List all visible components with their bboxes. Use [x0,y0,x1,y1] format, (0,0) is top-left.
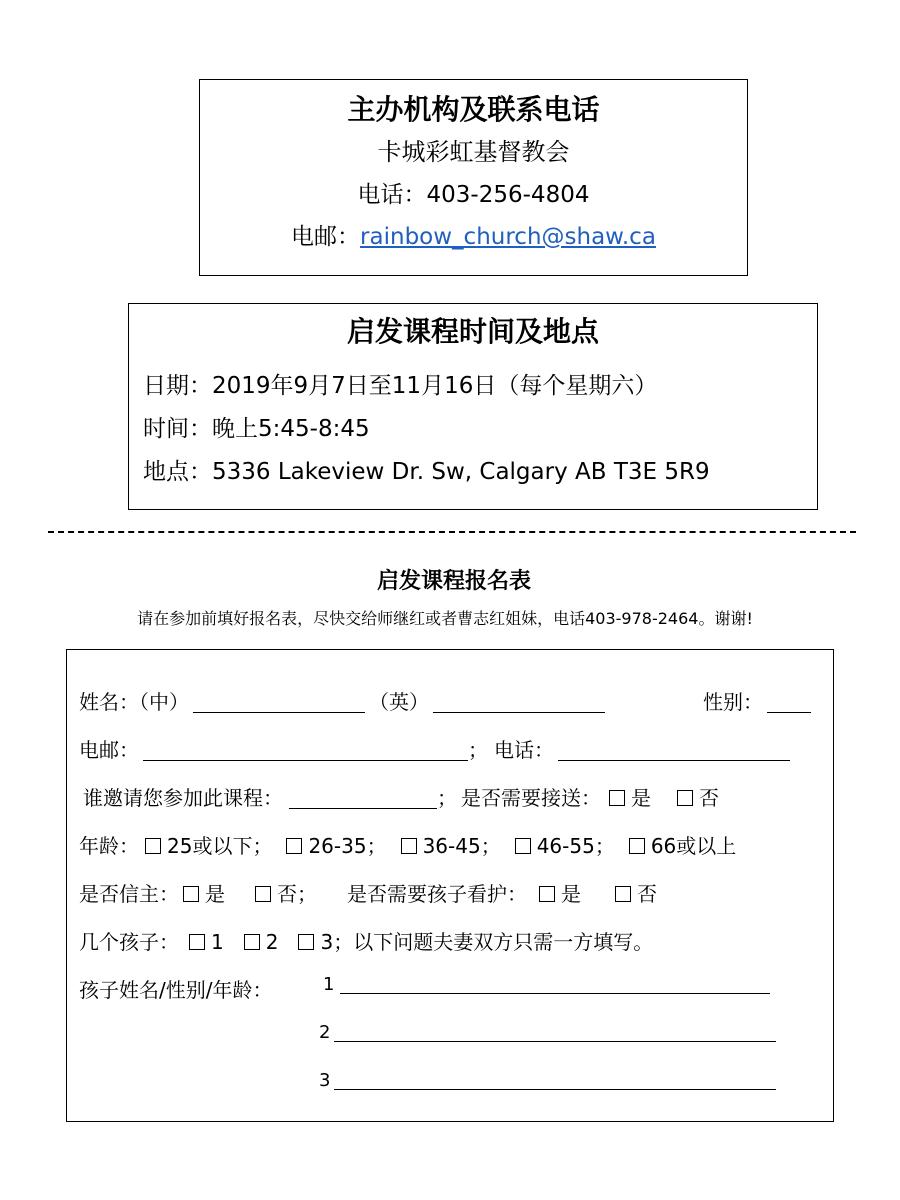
age-option: 66或以上 [650,834,737,858]
age-option: 46-55； [536,834,615,858]
phone-field[interactable] [558,742,790,761]
time-label: 时间： [143,416,212,442]
form-title: 启发课程报名表 [376,569,531,594]
age-checkbox[interactable] [629,838,645,854]
childcare-no-label: 否 [637,882,657,906]
childcare-label: 是否需要孩子看护： [347,882,527,906]
pickup-label: 是否需要接送： [461,786,601,810]
believer-no-label: 否； [277,882,317,906]
age-option: 36-45； [422,834,501,858]
kids-1-label: 1 [211,930,224,954]
gender-field[interactable] [767,694,811,713]
pickup-no-label: 否 [699,786,719,810]
believer-label: 是否信主： [79,882,179,906]
phone-label: 电话： [357,182,427,208]
row-believer [79,878,657,907]
invite-field[interactable] [289,790,437,809]
cut-line [48,531,856,533]
sep-2: ； [437,786,457,810]
believer-yes-checkbox[interactable] [183,886,199,902]
kids-2-label: 2 [265,930,279,954]
phone-field-label: 电话： [494,738,554,762]
pickup-yes-label: 是 [631,786,651,810]
row-kids [79,926,653,955]
age-checkbox[interactable] [515,838,531,854]
organizer-title: 主办机构及联系电话 [347,93,600,126]
english-label: （英） [369,690,429,714]
childcare-no-checkbox[interactable] [615,886,631,902]
childcare-yes-checkbox[interactable] [539,886,555,902]
believer-yes-label: 是 [205,882,225,906]
chinese-label: （中） [139,690,189,714]
date-label: 日期： [143,373,212,399]
form-instruction: 请在参加前填好报名表，尽快交给师继红或者曹志红姐妹，电话403-978-2464。谢谢! [137,609,753,628]
row-gender [703,686,811,715]
email-field-label: 电邮： [79,738,139,762]
email-label: 电邮： [291,224,361,250]
age-checkbox[interactable] [145,838,161,854]
place-value: 5336 Lakeview Dr. Sw, Calgary AB T3E 5R9 [212,459,710,485]
kids-2-checkbox[interactable] [244,934,260,950]
name-label: 姓名： [79,690,139,714]
date-value: 2019年9月7日至11月16日（每个星期六） [212,373,658,399]
kids-3-label: 3；以下问题夫妻双方只需一方填写。 [320,930,654,954]
child-row-3 [319,1070,776,1091]
child-field[interactable] [340,975,770,994]
email-link[interactable]: rainbow_church@shaw.ca [360,224,656,250]
pickup-no-checkbox[interactable] [677,790,693,806]
course-time [143,410,370,443]
row-name [79,686,605,715]
english-name-field[interactable] [433,694,605,713]
age-label: 年龄： [79,834,139,858]
invite-label: 谁邀请您参加此课程： [83,786,283,810]
age-option: 26-35； [308,834,387,858]
time-value: 晚上5:45-8:45 [212,416,370,442]
gender-label: 性别： [703,690,763,714]
chinese-name-field[interactable] [193,694,365,713]
row-email [79,734,790,763]
believer-no-checkbox[interactable] [255,886,271,902]
age-checkbox[interactable] [286,838,302,854]
age-checkbox[interactable] [401,838,417,854]
row-age [79,830,736,859]
course-box [128,303,818,510]
organizer-email [200,218,747,251]
child-field[interactable] [334,1023,776,1042]
place-label: 地点： [143,459,212,485]
kids-3-checkbox[interactable] [298,934,314,950]
course-title: 启发课程时间及地点 [346,315,599,348]
church-name: 卡城彩虹基督教会 [377,138,570,166]
age-option: 25或以下； [167,834,273,858]
child-num: 2 [319,1022,331,1043]
pickup-yes-checkbox[interactable] [609,790,625,806]
kids-label: 几个孩子： [79,930,179,954]
kids-1-checkbox[interactable] [189,934,205,950]
email-field[interactable] [143,742,468,761]
childcare-yes-label: 是 [561,882,581,906]
row-invite [83,782,719,811]
child-row-1 [323,974,770,995]
sep-1: ； [468,738,488,762]
course-place [143,453,710,486]
child-row-2 [319,1022,776,1043]
child-info-label: 孩子姓名/性别/年龄： [79,978,273,1002]
child-field[interactable] [334,1071,776,1090]
course-date [143,367,657,400]
child-num: 1 [323,974,335,995]
phone-value: 403-256-4804 [426,182,590,208]
child-num: 3 [319,1070,331,1091]
organizer-box [199,79,748,276]
registration-form [66,649,834,1122]
organizer-phone [200,176,747,209]
